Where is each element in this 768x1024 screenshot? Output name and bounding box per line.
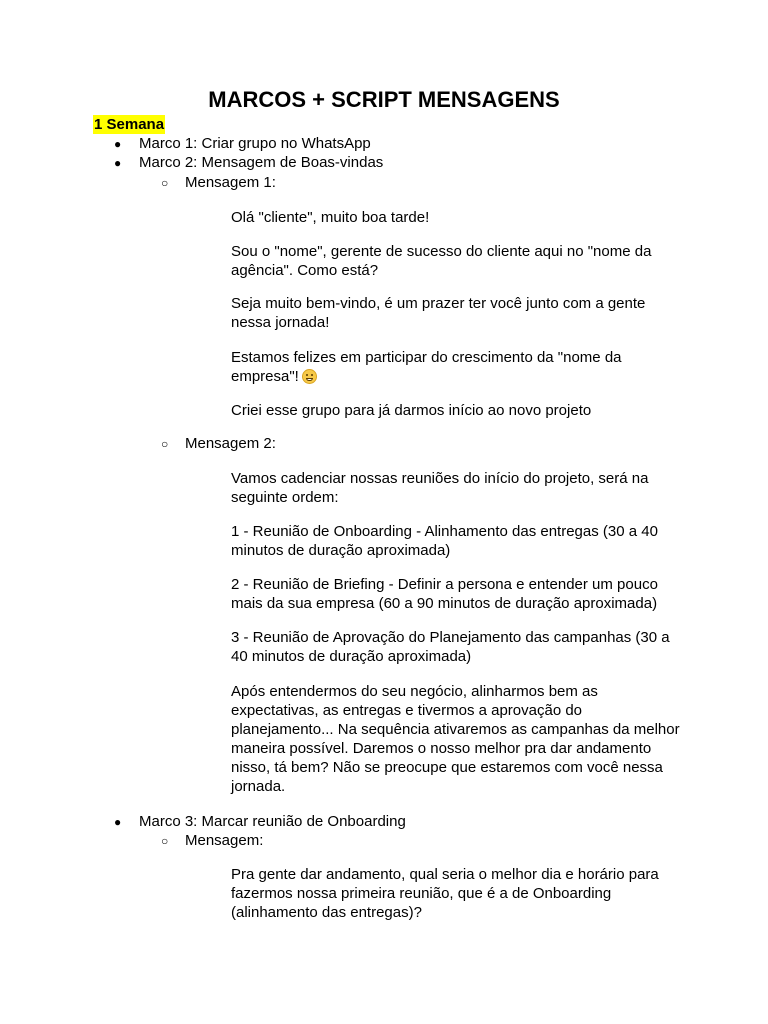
sub-bullet-icon: ○	[161, 437, 169, 451]
mensagem-1-paragraph: Sou o "nome", gerente de sucesso do cliente aqui no "nome da agência". Como está?	[231, 243, 652, 279]
mensagem-3-label: Mensagem:	[185, 832, 264, 849]
mensagem-1-paragraph-with-emoji	[231, 348, 681, 386]
mensagem-3-paragraph: Pra gente dar andamento, qual seria o melhor dia e horário para fazermos nossa primeira reunião, que é a de Onboarding (alinhamento das entregas)?	[231, 866, 659, 921]
mensagem-1-paragraph: Seja muito bem-vindo, é um prazer ter você junto com a gente nessa jornada!	[231, 295, 646, 331]
sub-bullet-icon: ○	[161, 176, 169, 190]
sub-bullet-icon: ○	[161, 834, 169, 848]
mensagem-1-paragraph: Criei esse grupo para já darmos início ao novo projeto	[231, 402, 592, 419]
mensagem-1-paragraph: Olá "cliente", muito boa tarde!	[231, 209, 430, 226]
section-heading: 1 Semana	[94, 116, 165, 133]
mensagem-2-paragraph: 1 - Reunião de Onboarding - Alinhamento das entregas (30 a 40 minutos de duração aproximada)	[231, 523, 658, 559]
mensagem-2-paragraph: Após entendermos do seu negócio, alinharmos bem as expectativas, as entregas e tivermos a aprovação do planejamento... Na sequência ativaremos as campanhas da melhor maneira possível. Daremos o nosso melhor pra dar andamento nisso, tá bem? Não se preocupe que estaremos com você nessa jornada.	[231, 683, 680, 795]
mensagem-1-label: Mensagem 1:	[185, 174, 276, 191]
bullet-icon: ●	[114, 156, 122, 170]
bullet-icon: ●	[114, 815, 122, 829]
mensagem-2-paragraph: 2 - Reunião de Briefing - Definir a persona e entender um pouco mais da sua empresa (60 a 90 minutos de duração aproximada)	[231, 576, 658, 612]
marco-3: Marco 3: Marcar reunião de Onboarding	[139, 813, 406, 830]
mensagem-2-paragraph: Vamos cadenciar nossas reuniões do início do projeto, será na seguinte ordem:	[231, 470, 649, 506]
bullet-icon: ●	[114, 137, 122, 151]
document-title: MARCOS + SCRIPT MENSAGENS	[208, 87, 560, 112]
mensagem-2-paragraph: 3 - Reunião de Aprovação do Planejamento das campanhas (30 a 40 minutos de duração aproximada)	[231, 629, 670, 665]
marco-2: Marco 2: Mensagem de Boas-vindas	[139, 154, 384, 171]
grinning-face-icon	[302, 369, 317, 384]
mensagem-2-label: Mensagem 2:	[185, 435, 276, 452]
mensagem-1-paragraph-text: Estamos felizes em participar do crescimento da "nome da empresa"!	[231, 349, 622, 385]
marco-1: Marco 1: Criar grupo no WhatsApp	[139, 135, 371, 152]
